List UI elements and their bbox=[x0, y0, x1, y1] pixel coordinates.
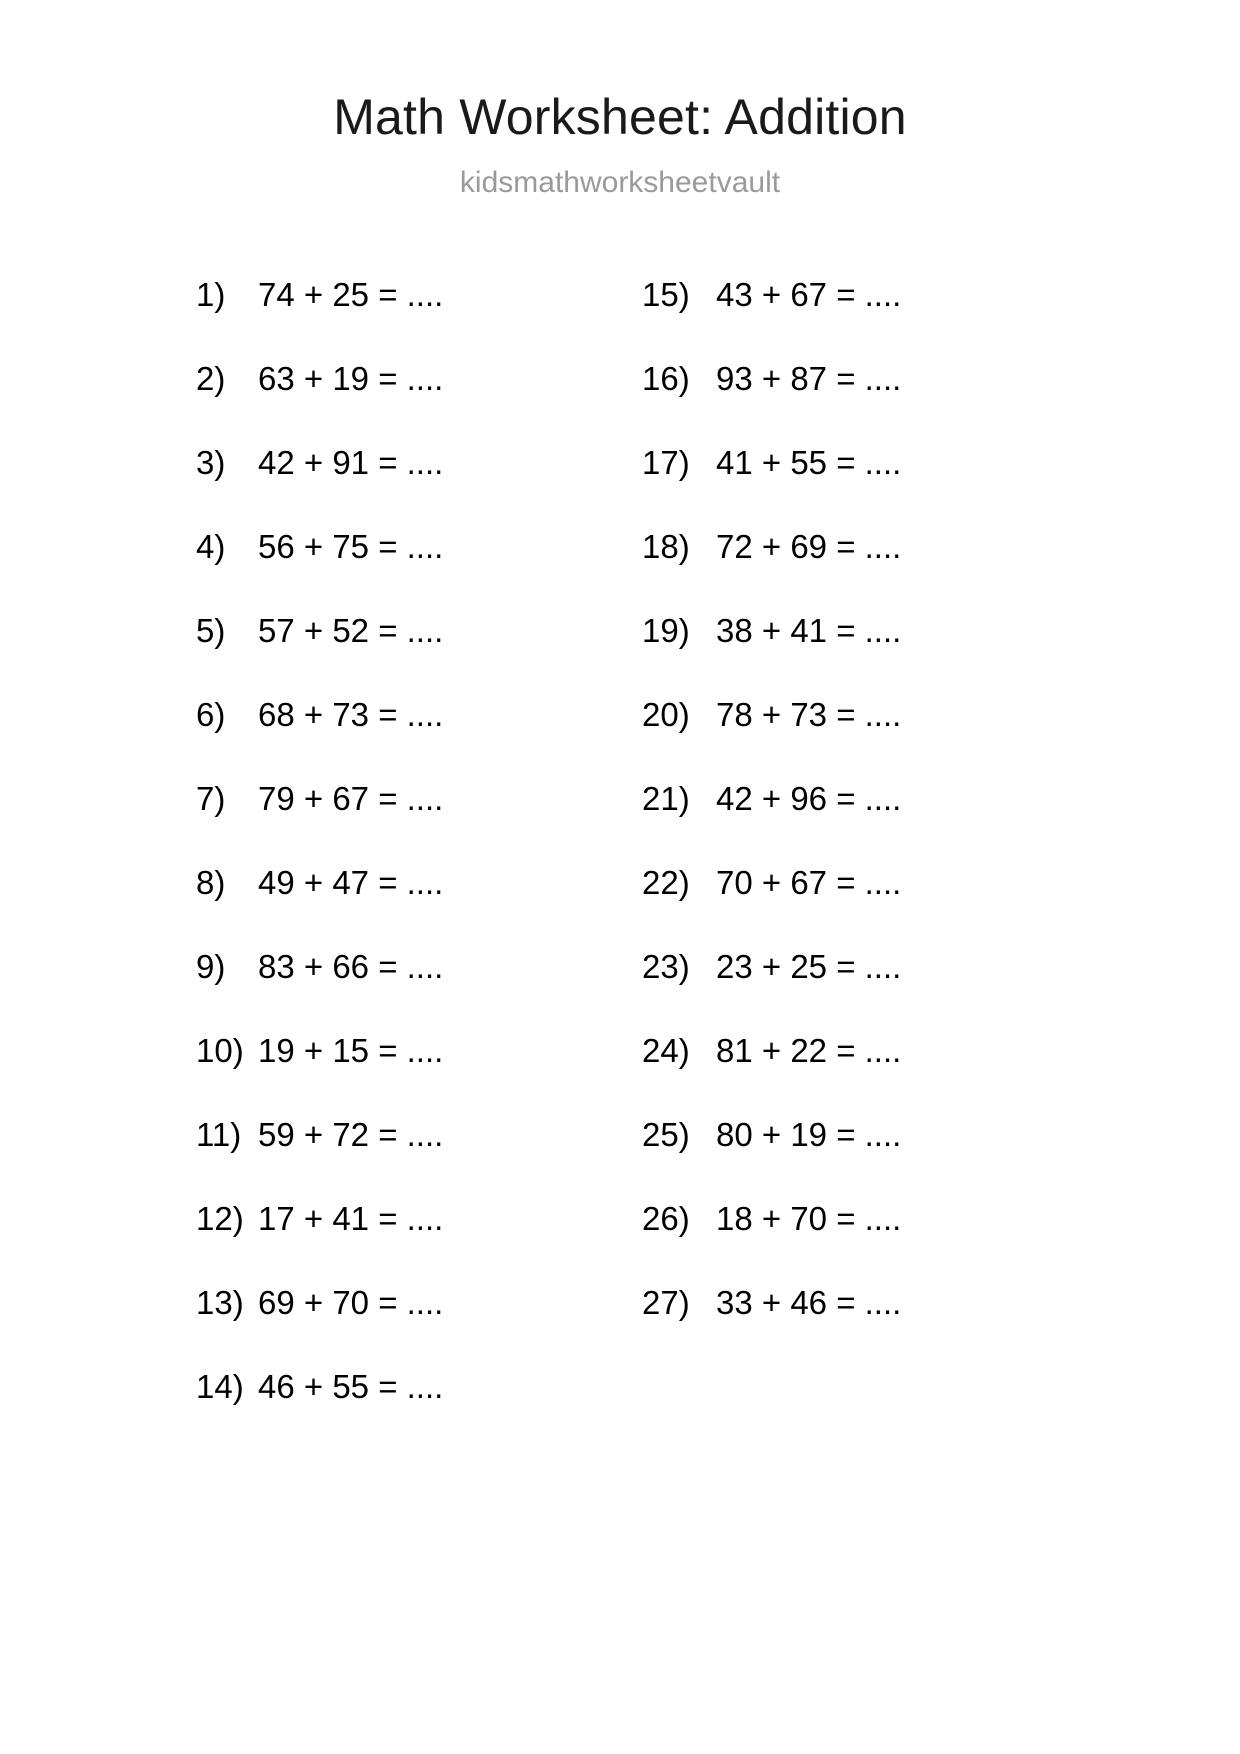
problem-expression: 42 + 91 = .... bbox=[258, 444, 444, 481]
problem-number: 12) bbox=[196, 1200, 244, 1237]
problem-item bbox=[642, 446, 962, 530]
problem-expression: 33 + 46 = .... bbox=[716, 1284, 902, 1321]
problem-number: 21) bbox=[642, 780, 690, 817]
problem-expression: 56 + 75 = .... bbox=[258, 528, 444, 565]
problem-item bbox=[196, 1034, 492, 1118]
problem-item bbox=[196, 1370, 492, 1454]
problem-item bbox=[196, 614, 492, 698]
problem-item bbox=[642, 614, 962, 698]
problem-item bbox=[196, 950, 492, 1034]
problem-number: 7) bbox=[196, 780, 226, 817]
problem-item bbox=[642, 698, 962, 782]
problem-number: 14) bbox=[196, 1368, 244, 1405]
problem-item bbox=[196, 362, 492, 446]
page-subtitle: kidsmathworksheetvault bbox=[459, 166, 781, 199]
problem-number: 13) bbox=[196, 1284, 244, 1321]
problem-expression: 72 + 69 = .... bbox=[716, 528, 902, 565]
problem-expression: 79 + 67 = .... bbox=[258, 780, 444, 817]
problem-item bbox=[642, 782, 962, 866]
problem-number: 24) bbox=[642, 1032, 690, 1069]
problem-number: 27) bbox=[642, 1284, 690, 1321]
problem-item bbox=[196, 278, 492, 362]
problems-column-right bbox=[642, 278, 962, 1454]
problem-number: 16) bbox=[642, 360, 690, 397]
problem-item bbox=[642, 1034, 962, 1118]
problem-expression: 38 + 41 = .... bbox=[716, 612, 902, 649]
problem-expression: 49 + 47 = .... bbox=[258, 864, 444, 901]
problems-area bbox=[0, 200, 1240, 1454]
problem-expression: 41 + 55 = .... bbox=[716, 444, 902, 481]
problem-number: 9) bbox=[196, 948, 226, 985]
problem-item bbox=[642, 1286, 962, 1370]
problem-expression: 59 + 72 = .... bbox=[258, 1116, 444, 1153]
problem-item bbox=[642, 1202, 962, 1286]
problem-number: 11) bbox=[196, 1116, 242, 1153]
problem-expression: 42 + 96 = .... bbox=[716, 780, 902, 817]
problem-number: 15) bbox=[642, 276, 690, 313]
problem-number: 23) bbox=[642, 948, 690, 985]
problem-number: 4) bbox=[196, 528, 226, 565]
problem-expression: 18 + 70 = .... bbox=[716, 1200, 902, 1237]
problem-number: 26) bbox=[642, 1200, 690, 1237]
problem-expression: 43 + 67 = .... bbox=[716, 276, 902, 313]
problem-number: 25) bbox=[642, 1116, 690, 1153]
problem-expression: 57 + 52 = .... bbox=[258, 612, 444, 649]
problem-expression: 68 + 73 = .... bbox=[258, 696, 444, 733]
problem-item bbox=[642, 866, 962, 950]
problem-number: 19) bbox=[642, 612, 690, 649]
problem-expression: 78 + 73 = .... bbox=[716, 696, 902, 733]
problem-number: 20) bbox=[642, 696, 690, 733]
problem-number: 3) bbox=[196, 444, 226, 481]
problem-number: 18) bbox=[642, 528, 690, 565]
problem-item bbox=[196, 782, 492, 866]
problem-expression: 93 + 87 = .... bbox=[716, 360, 902, 397]
problem-item bbox=[642, 1118, 962, 1202]
problem-item bbox=[642, 278, 962, 362]
problem-expression: 74 + 25 = .... bbox=[258, 276, 444, 313]
problem-item bbox=[196, 1202, 492, 1286]
problem-item bbox=[196, 1286, 492, 1370]
problem-item bbox=[196, 1118, 492, 1202]
problem-item bbox=[642, 362, 962, 446]
problem-expression: 17 + 41 = .... bbox=[258, 1200, 444, 1237]
problem-expression: 63 + 19 = .... bbox=[258, 360, 444, 397]
problem-number: 1) bbox=[196, 276, 226, 313]
problem-number: 8) bbox=[196, 864, 226, 901]
problem-item bbox=[196, 530, 492, 614]
problem-expression: 23 + 25 = .... bbox=[716, 948, 902, 985]
problem-number: 22) bbox=[642, 864, 690, 901]
problem-expression: 19 + 15 = .... bbox=[258, 1032, 444, 1069]
problem-item bbox=[196, 698, 492, 782]
problem-expression: 80 + 19 = .... bbox=[716, 1116, 902, 1153]
problem-expression: 69 + 70 = .... bbox=[258, 1284, 444, 1321]
problem-expression: 83 + 66 = .... bbox=[258, 948, 444, 985]
problem-expression: 70 + 67 = .... bbox=[716, 864, 902, 901]
problem-number: 10) bbox=[196, 1032, 244, 1069]
problem-number: 5) bbox=[196, 612, 226, 649]
problems-column-left bbox=[196, 278, 492, 1454]
problem-expression: 81 + 22 = .... bbox=[716, 1032, 902, 1069]
problem-number: 2) bbox=[196, 360, 226, 397]
problem-number: 6) bbox=[196, 696, 226, 733]
problem-item bbox=[196, 446, 492, 530]
page-title: Math Worksheet: Addition bbox=[333, 89, 907, 145]
problem-item bbox=[642, 950, 962, 1034]
problem-item bbox=[642, 530, 962, 614]
problem-number: 17) bbox=[642, 444, 690, 481]
problem-expression: 46 + 55 = .... bbox=[258, 1368, 444, 1405]
problem-item bbox=[196, 866, 492, 950]
